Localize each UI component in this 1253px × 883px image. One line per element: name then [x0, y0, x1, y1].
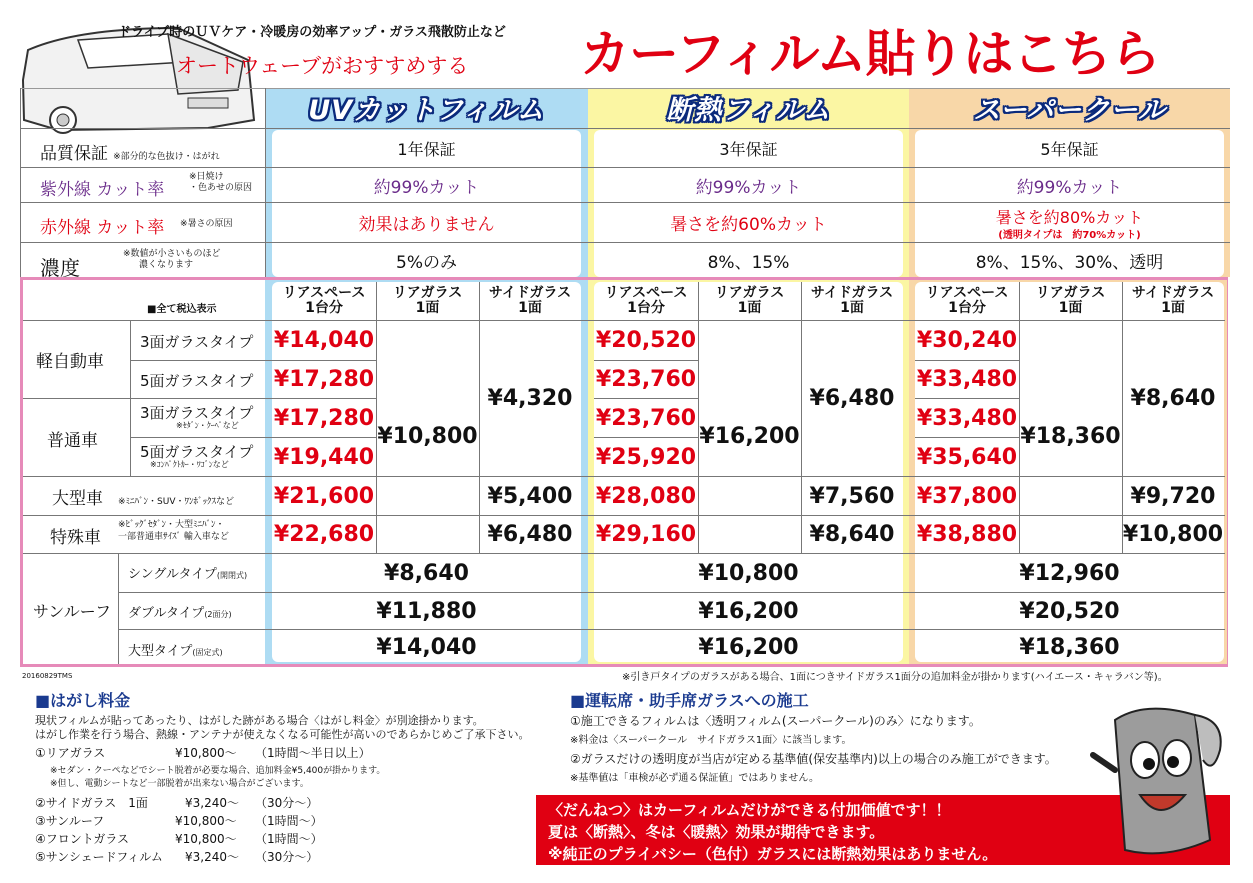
rearspace-supercool-row-4: ¥35,640 [916, 444, 1018, 470]
sideglass-small-uv: ¥4,320 [487, 385, 573, 411]
hikido-note: ※引き戸タイプのガラスがある場合、1面につきサイドガラス1面分の追加料金が掛かります(ハイエース・キャラバン等)。 [622, 672, 1168, 683]
sunroof-large-supercool: ¥18,360 [1019, 634, 1120, 660]
sunroof-double-supercool: ¥20,520 [1019, 598, 1120, 624]
col-head-sideglass-uv: サイドガラス 1面 [488, 285, 572, 316]
ir-cut-label: 赤外線 カット率 [40, 218, 165, 238]
quality-label: 品質保証 ※部分的な色抜け・はがれ [40, 144, 220, 164]
density-supercool: 8%、15%、30%、透明 [975, 252, 1164, 273]
driver-title: ■運転席・助手席ガラスへの施工 [570, 691, 809, 710]
type-futsu-3: 3面ガラスタイプ [140, 404, 254, 422]
rearspace-supercool-row-3: ¥33,480 [916, 405, 1018, 431]
hagashi-intro-1: 現状フィルムが貼ってあったり、はがした跡がある場合〈はがし料金〉が別途掛かります。 [35, 714, 484, 727]
sideglass-tokushu-uv: ¥6,480 [487, 522, 573, 547]
driver-line-4: ※基準値は「車検が必ず通る保証値」ではありません。 [570, 773, 819, 784]
type-futsu-5: 5面ガラスタイプ [140, 443, 254, 461]
col-head-rearspace-supercool: リアスペース 1台分 [925, 285, 1009, 316]
rearspace-dannetsu-row-3: ¥23,760 [595, 405, 697, 431]
page-title: カーフィルム貼りはこちら [580, 25, 1160, 83]
density-note: ※数値が小さいものほど 濃くなります [123, 249, 221, 270]
type-futsu-5-note: ※ｺﾝﾊﾟｸﾄｶｰ・ﾜｺﾞﾝなど [150, 460, 229, 469]
rearspace-uv-row-4: ¥19,440 [273, 444, 375, 470]
sunroof-double-uv: ¥11,880 [376, 598, 477, 624]
uv-cut-label: 紫外線 カット率 [40, 180, 165, 200]
ir-cut-uv: 効果はありません [358, 215, 495, 235]
rearspace-dannetsu-row-2: ¥23,760 [595, 367, 697, 392]
type-kei-3: 3面ガラスタイプ [140, 333, 254, 351]
rearspace-supercool-row-6: ¥38,880 [916, 522, 1018, 547]
film-roll-mascot-icon [1085, 700, 1230, 865]
category-sunroof: サンルーフ [33, 602, 112, 621]
ir-cut-supercool-note: (透明タイプは 約70%カット) [998, 230, 1141, 241]
sunroof-single-dannetsu: ¥10,800 [698, 560, 799, 586]
hagashi-item-sunroof: ③サンルーフ ¥10,800～ （1時間～） [35, 814, 323, 828]
quality-supercool: 5年保証 [1040, 140, 1099, 159]
rearglass-uv: ¥10,800 [377, 424, 478, 449]
sunroof-single-supercool: ¥12,960 [1019, 560, 1120, 586]
rearspace-dannetsu-row-6: ¥29,160 [595, 522, 697, 547]
tax-note: ■全て税込表示 [147, 304, 217, 315]
driver-line-3: ②ガラスだけの透明度が当店が定める基準値(保安基準内)以上の場合のみ施工ができます。 [570, 752, 1057, 766]
ir-cut-dannetsu: 暑さを約60%カット [670, 215, 827, 235]
quality-dannetsu: 3年保証 [719, 140, 778, 159]
sideglass-ogata-supercool: ¥9,720 [1130, 483, 1216, 509]
density-label: 濃度 [40, 256, 80, 280]
sunroof-single-uv: ¥8,640 [384, 560, 469, 586]
sunroof-large-uv: ¥14,040 [376, 634, 477, 660]
ir-cut-supercool: 暑さを約80%カット [995, 208, 1144, 227]
rearspace-supercool-row-1: ¥30,240 [916, 328, 1018, 353]
rearspace-dannetsu-row-4: ¥25,920 [595, 444, 697, 470]
sideglass-tokushu-supercool: ¥10,800 [1122, 522, 1224, 547]
rearspace-uv-row-1: ¥14,040 [273, 328, 375, 353]
sideglass-ogata-dannetsu: ¥7,560 [809, 483, 895, 509]
sideglass-small-dannetsu: ¥6,480 [809, 385, 895, 411]
density-uv: 5%のみ [396, 252, 457, 273]
category-ogata-note: ※ﾐﾆﾊﾞﾝ・SUV・ﾜﾝﾎﾞｯｸｽなど [118, 497, 234, 507]
category-ogata: 大型車 [52, 489, 103, 509]
col-head-rearglass-dannetsu: リアガラス 1面 [714, 285, 785, 316]
hagashi-title: ■はがし料金 [35, 691, 131, 710]
rearspace-dannetsu-row-5: ¥28,080 [595, 483, 697, 509]
type-kei-5: 5面ガラスタイプ [140, 372, 254, 390]
hagashi-rear-note-2: ※但し、電動シートなど一部脱着が出来ない場合がございます。 [50, 779, 309, 789]
driver-line-2: ※料金は〈スーパークール サイドガラス1面〉に該当します。 [570, 735, 852, 746]
promo-line-2: 夏は〈断熱〉、冬は〈暖熱〉効果が期待できます。 [548, 823, 885, 841]
doc-code: 20160829TMS [22, 672, 73, 680]
density-dannetsu: 8%、15% [707, 252, 790, 273]
driver-line-1: ①施工できるフィルムは〈透明フィルム(スーパークール)のみ〉になります。 [570, 714, 981, 728]
rearspace-supercool-row-2: ¥33,480 [916, 367, 1018, 392]
quality-uv: 1年保証 [397, 140, 456, 159]
sunroof-type-single: シングルタイプ(開閉式) [128, 567, 248, 582]
col-head-rearglass-uv: リアガラス 1面 [392, 285, 463, 316]
col-head-sideglass-supercool: サイドガラス 1面 [1131, 285, 1215, 316]
hagashi-rear-note-1: ※セダン・クーペなどでシート脱着が必要な場合、追加料金¥5,400が掛かります。 [50, 766, 386, 776]
rearglass-dannetsu: ¥16,200 [699, 424, 800, 449]
sunroof-type-large: 大型タイプ(固定式) [128, 644, 223, 659]
hagashi-item-rear: ①リアガラス ¥10,800～ （1時間～半日以上） [35, 746, 371, 760]
category-futsu: 普通車 [47, 431, 98, 451]
rearspace-uv-row-5: ¥21,600 [273, 483, 375, 509]
hagashi-intro-2: はがし作業を行う場合、熱線・アンテナが使えなくなる可能性が高いのであらかじめご了承下さい。 [35, 728, 530, 741]
film-header-dannetsu: 断熱フィルム [666, 95, 831, 126]
header-subline: ドライブ時のＵＶケア・冷暖房の効率アップ・ガラス飛散防止など [118, 25, 506, 40]
category-tokushu-note: ※ﾋﾞｯｸﾞｾﾀﾞﾝ・大型ﾐﾆﾊﾞﾝ・ 一部普通車ｻｲｽﾞ 輸入車など [118, 520, 229, 542]
rearspace-uv-row-6: ¥22,680 [273, 522, 375, 547]
category-kei: 軽自動車 [36, 352, 104, 372]
rearspace-uv-row-2: ¥17,280 [273, 367, 375, 392]
sunroof-large-dannetsu: ¥16,200 [698, 634, 799, 660]
col-head-sideglass-dannetsu: サイドガラス 1面 [810, 285, 894, 316]
col-head-rearspace-uv: リアスペース 1台分 [282, 285, 366, 316]
hagashi-item-front: ④フロントガラス ¥10,800～ （1時間～） [35, 832, 323, 846]
rearspace-uv-row-3: ¥17,280 [273, 405, 375, 431]
sunroof-double-dannetsu: ¥16,200 [698, 598, 799, 624]
uv-cut-note: ※日焼け ・色あせの原因 [189, 172, 253, 193]
rearglass-supercool: ¥18,360 [1020, 424, 1121, 449]
uv-cut-supercool: 約99%カット [1016, 177, 1123, 198]
sideglass-ogata-uv: ¥5,400 [487, 483, 573, 509]
promo-line-1: 〈だんねつ〉はカーフィルムだけができる付加価値です！！ [548, 801, 951, 819]
rearspace-supercool-row-5: ¥37,800 [916, 483, 1018, 509]
type-futsu-3-note: ※ｾﾀﾞﾝ・ｸｰﾍﾟなど [176, 421, 239, 430]
film-header-uv: UVカットフィルム [308, 95, 545, 126]
rearspace-dannetsu-row-1: ¥20,520 [595, 328, 697, 353]
uv-cut-uv: 約99%カット [373, 177, 480, 198]
uv-cut-dannetsu: 約99%カット [695, 177, 802, 198]
sunroof-type-double: ダブルタイプ(2面分) [128, 606, 232, 621]
sideglass-small-supercool: ¥8,640 [1130, 385, 1216, 411]
hagashi-item-side: ②サイドガラス 1面 ¥3,240～ （30分～） [35, 796, 319, 810]
ir-cut-note: ※暑さの原因 [180, 219, 233, 229]
col-head-rearglass-supercool: リアガラス 1面 [1035, 285, 1106, 316]
sideglass-tokushu-dannetsu: ¥8,640 [809, 522, 895, 547]
category-tokushu: 特殊車 [50, 528, 101, 548]
film-header-supercool: スーパークール [973, 95, 1166, 126]
header-subline2: オートウェーブがおすすめする [176, 54, 469, 78]
promo-line-3: ※純正のプライバシー（色付）ガラスには断熱効果はありません。 [548, 845, 998, 863]
col-head-rearspace-dannetsu: リアスペース 1台分 [604, 285, 688, 316]
hagashi-item-sunshade: ⑤サンシェードフィルム ¥3,240～ （30分～） [35, 850, 319, 864]
